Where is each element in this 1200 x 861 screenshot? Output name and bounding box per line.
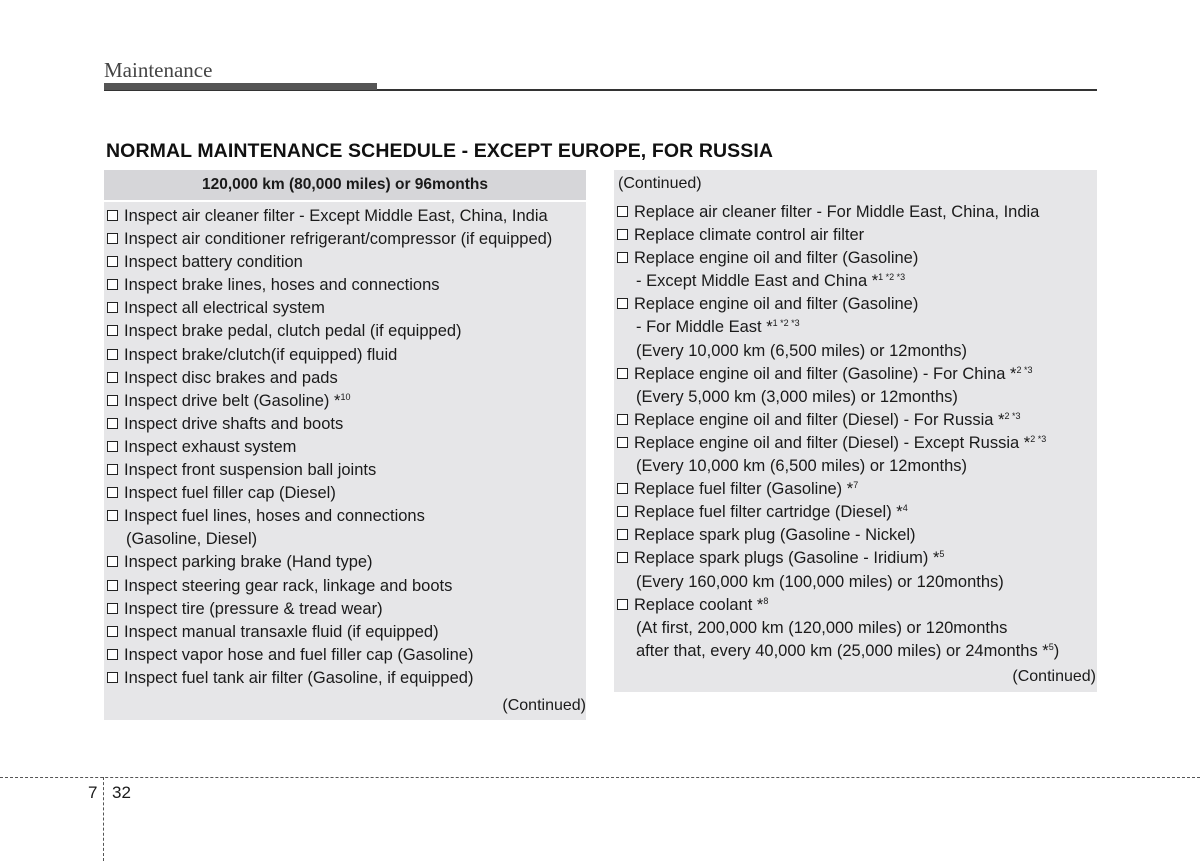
footnote-marker: 2 *3	[1004, 410, 1021, 421]
checklist-item-text: (Gasoline, Diesel)	[126, 530, 258, 549]
checkbox-icon	[617, 483, 628, 494]
checklist-item	[617, 547, 1059, 570]
checkbox-icon	[617, 229, 628, 240]
checklist-item-text: Inspect brake lines, hoses and connections	[124, 276, 440, 295]
checklist-item-text: (Every 10,000 km (6,500 miles) or 12months)	[636, 341, 968, 360]
continued-label: (Continued)	[502, 697, 586, 714]
checkbox-icon	[617, 437, 628, 448]
checklist-item	[617, 640, 1059, 663]
checkbox-icon	[107, 372, 118, 383]
checkbox-icon	[617, 368, 628, 379]
checklist-item-text: (At first, 200,000 km (120,000 miles) or 120months	[636, 618, 1008, 637]
checklist-item	[617, 617, 1059, 640]
checklist-item	[107, 320, 552, 343]
checklist-item	[107, 251, 552, 274]
interval-title: 120,000 km (80,000 miles) or 96months	[104, 170, 586, 202]
schedule-heading: NORMAL MAINTENANCE SCHEDULE - EXCEPT EUROPE, FOR RUSSIA	[106, 140, 774, 162]
footnote-marker: 1 *2 *3	[772, 318, 800, 329]
checklist-item-text: Inspect air cleaner filter - Except Middle East, China, India	[124, 207, 548, 225]
checkbox-icon	[107, 349, 118, 360]
footer-divider	[0, 777, 1200, 778]
checklist-item	[617, 201, 1059, 224]
footnote-marker: 5	[1048, 641, 1054, 652]
checklist-item	[107, 644, 552, 667]
footnote-marker: 2 *3	[1030, 433, 1047, 444]
checklist-item-text: Inspect brake pedal, clutch pedal (if equipped)	[124, 322, 462, 341]
checklist-item	[107, 413, 552, 436]
checklist-item	[617, 432, 1059, 455]
checklist-item	[617, 224, 1059, 247]
checklist-item-text: - Except Middle East and China *	[636, 272, 879, 291]
chapter-number: 7	[88, 783, 98, 802]
checklist-item-text: Replace engine oil and filter (Gasoline)	[634, 249, 919, 268]
checklist-item-text: (Every 10,000 km (6,500 miles) or 12months)	[636, 457, 968, 476]
checklist-item-text: Replace spark plug (Gasoline - Nickel)	[634, 526, 916, 545]
checklist-item-text: Inspect all electrical system	[124, 299, 325, 318]
checklist-item	[617, 293, 1059, 316]
checkbox-icon	[617, 206, 628, 217]
checklist-item-text: Inspect fuel filler cap (Diesel)	[124, 484, 336, 503]
checklist-item-text: Inspect brake/clutch(if equipped) fluid	[124, 345, 398, 364]
checklist-item-text: Inspect front suspension ball joints	[124, 461, 377, 480]
checklist-item-text: Inspect manual transaxle fluid (if equipped)	[124, 622, 439, 641]
checkbox-icon	[107, 487, 118, 498]
checklist-item-text: Inspect fuel lines, hoses and connections	[124, 507, 425, 526]
checklist-item	[107, 621, 552, 644]
checkbox-icon	[107, 556, 118, 567]
checklist-item	[617, 270, 1059, 293]
checkbox-icon	[107, 626, 118, 637]
checklist-item-text: Inspect steering gear rack, linkage and boots	[124, 576, 453, 595]
right-checklist	[617, 201, 1059, 663]
checklist-item	[617, 571, 1059, 594]
checklist-item-text: Inspect vapor hose and fuel filler cap (Gasoline)	[124, 645, 474, 664]
checkbox-icon	[107, 580, 118, 591]
checklist-item-text: Inspect battery condition	[124, 253, 303, 272]
checkbox-icon	[107, 395, 118, 406]
checklist-item-text: Replace climate control air filter	[634, 226, 865, 245]
checklist-item-text: (Every 5,000 km (3,000 miles) or 12months)	[636, 387, 958, 406]
checklist-item	[617, 340, 1059, 363]
checklist-item	[107, 205, 552, 228]
checklist-item-text: Replace engine oil and filter (Diesel) - For Russia *	[634, 410, 1005, 429]
checklist-item-text: Inspect drive shafts and boots	[124, 414, 344, 433]
checklist-item	[617, 247, 1059, 270]
continued-label-top: (Continued)	[618, 175, 702, 192]
checklist-item-text: Replace fuel filter (Gasoline) *	[634, 480, 854, 499]
checkbox-icon	[107, 233, 118, 244]
checklist-item-text: Inspect exhaust system	[124, 437, 297, 456]
checklist-item	[617, 316, 1059, 339]
checklist-item	[107, 274, 552, 297]
page-number: 32	[112, 783, 131, 802]
checkbox-icon	[107, 510, 118, 521]
checklist-item	[617, 386, 1059, 409]
checklist-item	[107, 482, 552, 505]
checkbox-icon	[107, 464, 118, 475]
checkbox-icon	[617, 414, 628, 425]
checklist-item-text: Inspect disc brakes and pads	[124, 368, 338, 387]
section-title: Maintenance	[104, 58, 213, 82]
checklist-item	[617, 409, 1059, 432]
checklist-item	[107, 667, 552, 690]
checklist-item	[107, 436, 552, 459]
checklist-item	[107, 575, 552, 598]
checkbox-icon	[107, 603, 118, 614]
checkbox-icon	[617, 298, 628, 309]
checkbox-icon	[107, 325, 118, 336]
checklist-item-text: Replace air cleaner filter - For Middle East, China, India	[634, 203, 1040, 221]
footnote-marker: 1 *2 *3	[878, 272, 906, 283]
checklist-item	[617, 478, 1059, 501]
checkbox-icon	[107, 279, 118, 290]
checklist-item-text: Inspect fuel tank air filter (Gasoline, if equipped)	[124, 668, 474, 687]
checklist-item	[617, 501, 1059, 524]
checklist-item-text: Inspect drive belt (Gasoline) *	[124, 391, 341, 410]
checklist-item-text: Replace spark plugs (Gasoline - Iridium) *	[634, 549, 940, 568]
checkbox-icon	[107, 256, 118, 267]
checklist-item	[107, 505, 552, 528]
footnote-marker: 4	[902, 503, 908, 514]
checkbox-icon	[617, 529, 628, 540]
footnote-marker: 8	[763, 595, 769, 606]
checkbox-icon	[107, 649, 118, 660]
checklist-item-text: Inspect air conditioner refrigerant/compressor (if equipped)	[124, 230, 553, 249]
checklist-item-text: (Every 160,000 km (100,000 miles) or 120months)	[636, 572, 1004, 591]
checkbox-icon	[617, 252, 628, 263]
checkbox-icon	[107, 672, 118, 683]
checkbox-icon	[107, 441, 118, 452]
continued-label-bottom: (Continued)	[1012, 668, 1096, 685]
checklist-item	[617, 524, 1059, 547]
checklist-item	[107, 344, 552, 367]
checkbox-icon	[107, 210, 118, 221]
checklist-item	[107, 367, 552, 390]
footnote-marker: 10	[340, 391, 351, 402]
checklist-item	[107, 528, 552, 551]
footnote-marker: 5	[939, 549, 945, 560]
checklist-item-text: Replace fuel filter cartridge (Diesel) *	[634, 503, 903, 522]
checklist-item	[107, 598, 552, 621]
checklist-item-text: Inspect parking brake (Hand type)	[124, 553, 373, 572]
footer-margin-divider	[103, 777, 104, 861]
checklist-item	[107, 551, 552, 574]
checklist-item	[617, 363, 1059, 386]
checkbox-icon	[617, 506, 628, 517]
checkbox-icon	[107, 418, 118, 429]
checklist-item-text: after that, every 40,000 km (25,000 miles) or 24months *	[636, 641, 1049, 660]
checklist-item-text: Replace engine oil and filter (Diesel) - Except Russia *	[634, 433, 1031, 452]
checklist-item-text: - For Middle East *	[636, 318, 773, 337]
checkbox-icon	[617, 599, 628, 610]
checklist-item	[107, 228, 552, 251]
footnote-marker: 7	[853, 480, 859, 491]
left-checklist	[107, 205, 552, 690]
header-rule-accent	[104, 83, 377, 90]
checklist-item-text: Replace engine oil and filter (Gasoline)	[634, 295, 919, 314]
checklist-item	[617, 594, 1059, 617]
checklist-item	[107, 390, 552, 413]
checklist-item-text: Inspect tire (pressure & tread wear)	[124, 599, 383, 618]
checkbox-icon	[107, 302, 118, 313]
checklist-item	[617, 455, 1059, 478]
checkbox-icon	[617, 552, 628, 563]
checklist-item-suffix: )	[1053, 641, 1060, 660]
checklist-item	[107, 297, 552, 320]
checklist-item	[107, 459, 552, 482]
checklist-item-text: Replace coolant *	[634, 595, 764, 614]
footnote-marker: 2 *3	[1016, 364, 1033, 375]
checklist-item-text: Replace engine oil and filter (Gasoline) - For China *	[634, 364, 1017, 383]
